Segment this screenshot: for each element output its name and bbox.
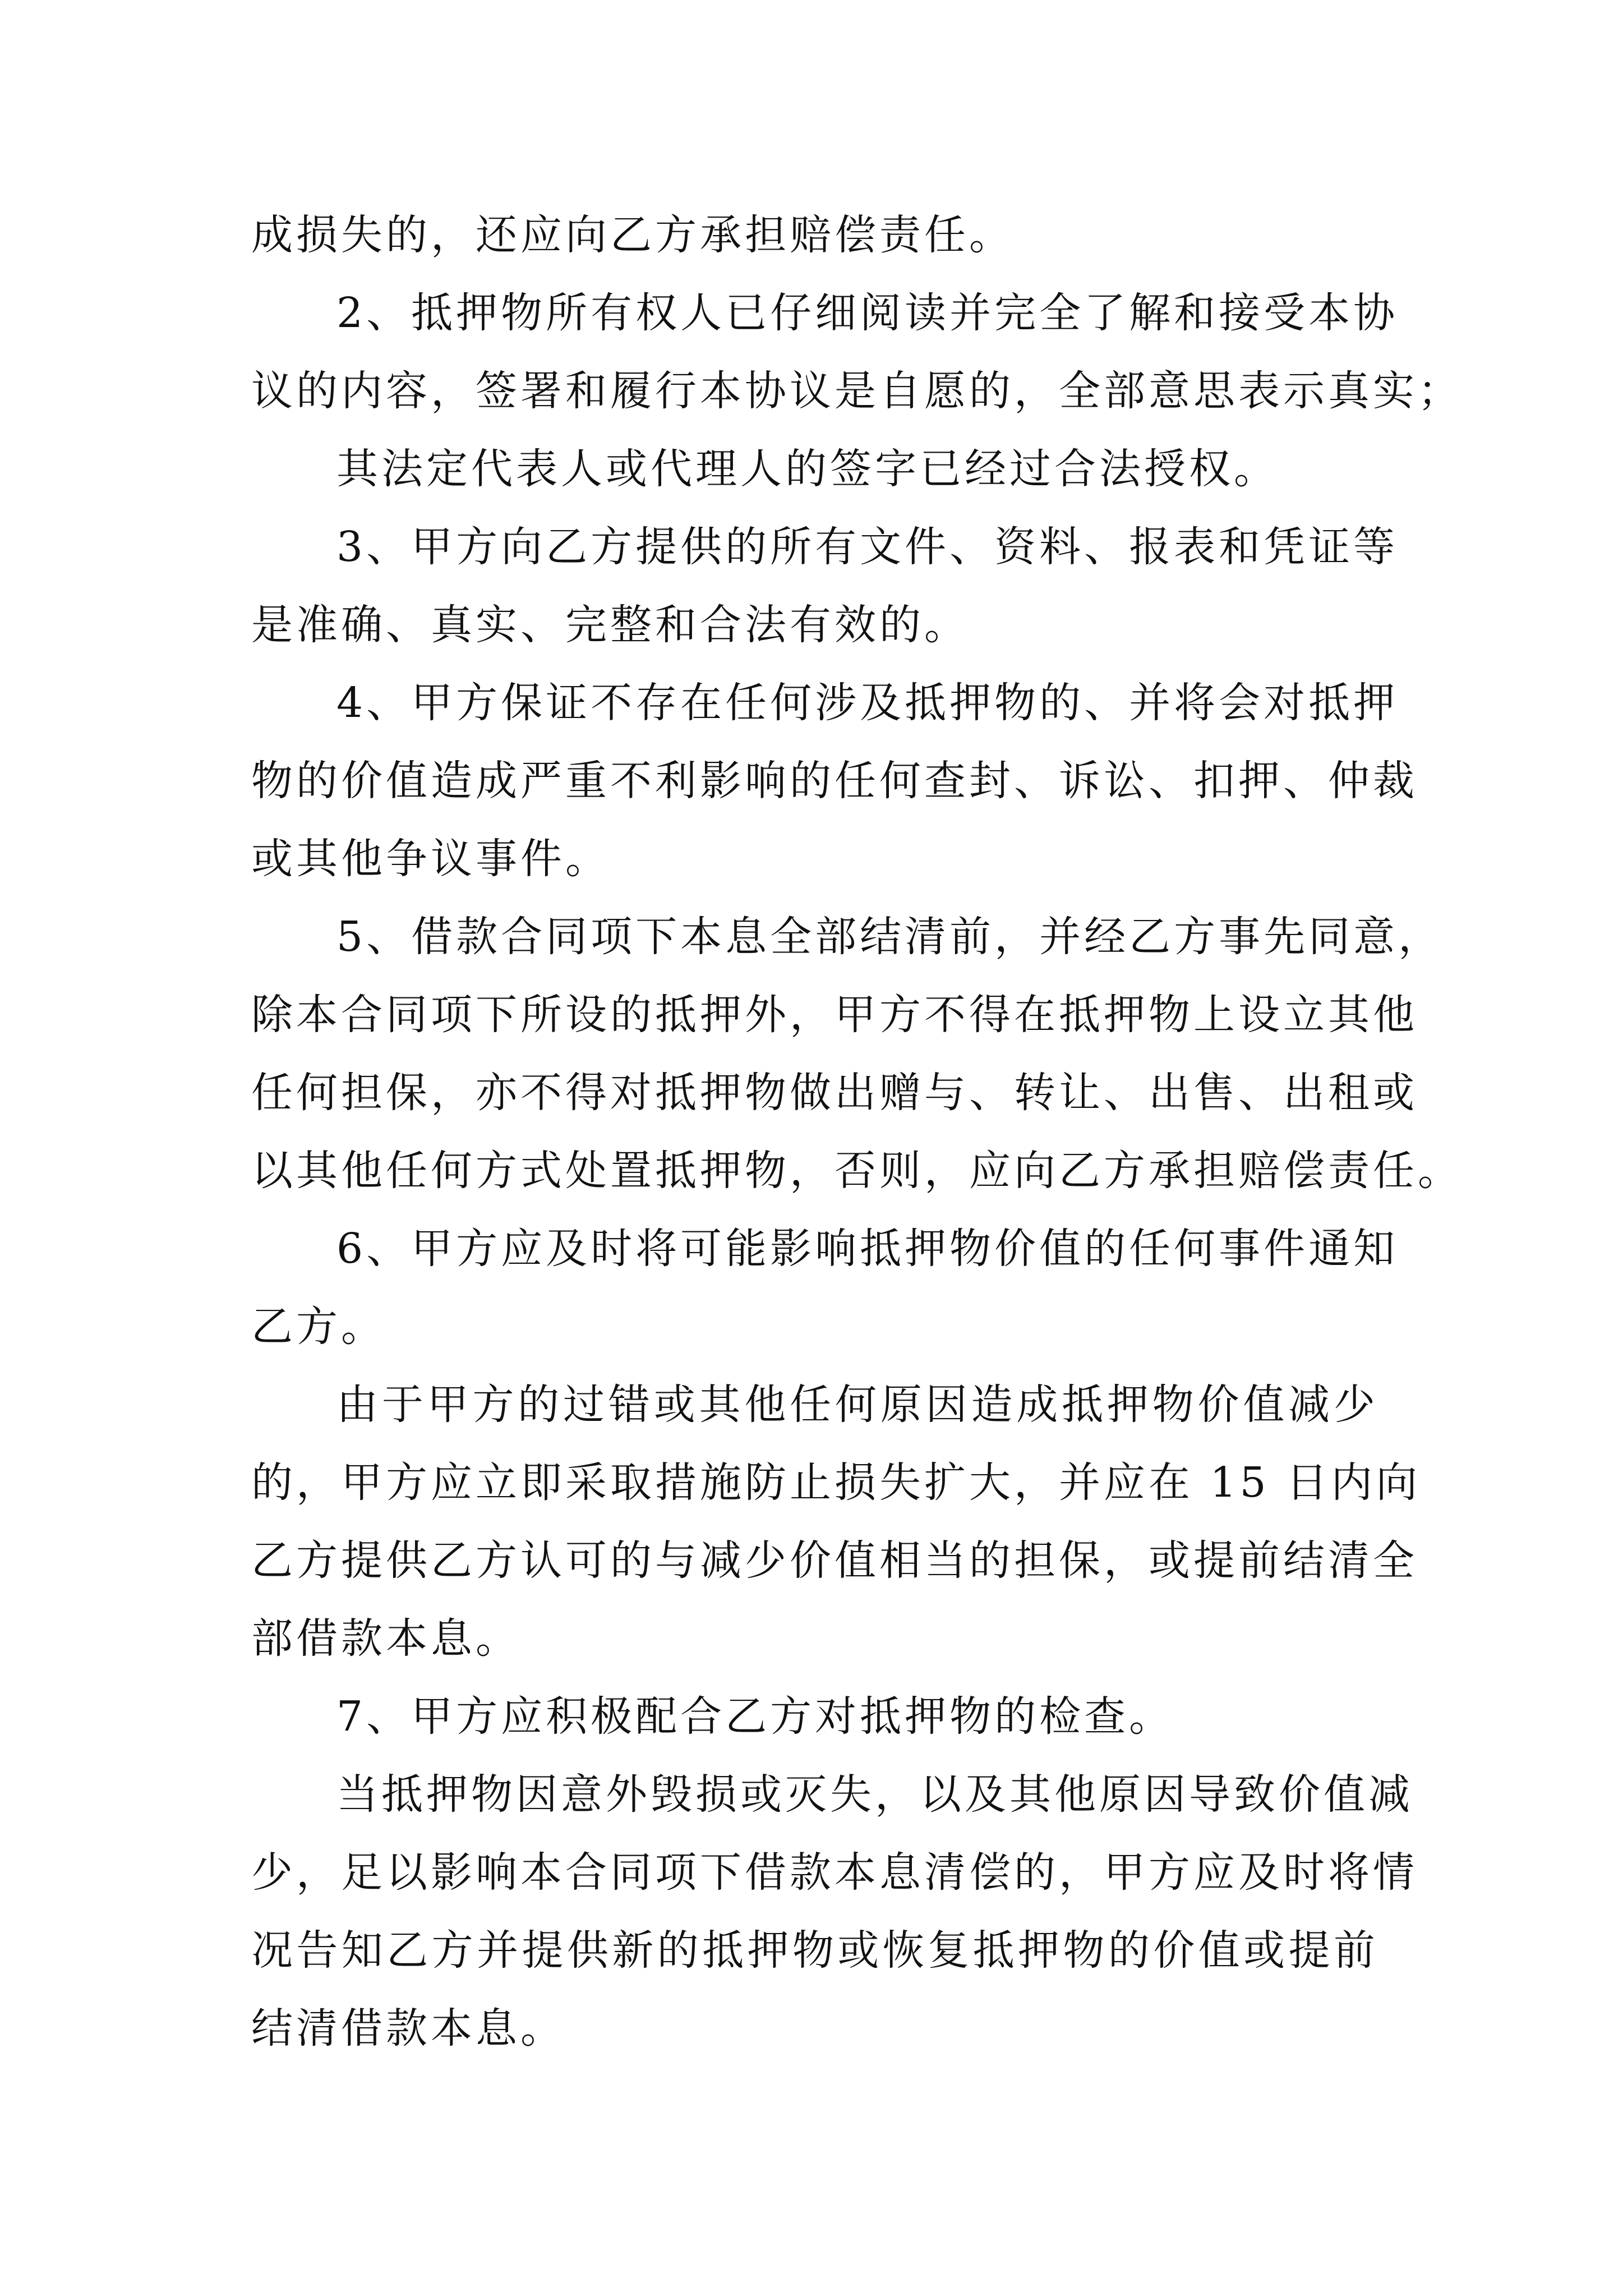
text-line: 少，足以影响本合同项下借款本息清偿的，甲方应及时将情 [251,1848,1418,1897]
text-line: 是准确、真实、完整和合法有效的。 [251,601,969,649]
text-line: 5、借款合同项下本息全部结清前，并经乙方事先同意， [336,913,1444,961]
text-line: 况告知乙方并提供新的抵押物或恢复抵押物的价值或提前 [251,1926,1378,1975]
text-line: 2、抵押物所有权人已仔细阅读并完全了解和接受本协 [336,289,1399,337]
text-line: 物的价值造成严重不利影响的任何查封、诉讼、扣押、仲裁 [251,757,1418,805]
text-line: 乙方。 [251,1303,386,1351]
text-line: 成损失的，还应向乙方承担赔偿责任。 [251,211,1014,259]
contract-text [251,196,1463,2068]
text-line: 以其他任何方式处置抵押物，否则，应向乙方承担赔偿责任。 [251,1147,1463,1195]
text-line: 部借款本息。 [251,1614,520,1663]
text-line: 的，甲方应立即采取措施防止损失扩大，并应在 15 日内向 [251,1458,1421,1507]
text-line: 7、甲方应积极配合乙方对抵押物的检查。 [336,1692,1174,1741]
text-line: 任何担保，亦不得对抵押物做出赠与、转让、出售、出租或 [251,1069,1418,1117]
text-line: 3、甲方向乙方提供的所有文件、资料、报表和凭证等 [336,523,1399,571]
text-line: 由于甲方的过错或其他任何原因造成抵押物价值减少 [336,1381,1378,1429]
text-line: 除本合同项下所设的抵押外，甲方不得在抵押物上设立其他 [251,991,1418,1039]
text-line: 议的内容，签署和履行本协议是自愿的，全部意思表示真实； [251,367,1463,415]
text-line: 乙方提供乙方认可的与减少价值相当的担保，或提前结清全 [251,1536,1418,1585]
text-line: 当抵押物因意外毁损或灭失，以及其他原因导致价值减 [336,1770,1413,1819]
text-line: 其法定代表人或代理人的签字已经过合法授权。 [336,445,1279,493]
text-line: 结清借款本息。 [251,2004,565,2053]
text-line: 6、甲方应及时将可能影响抵押物价值的任何事件通知 [336,1225,1399,1273]
text-line: 4、甲方保证不存在任何涉及抵押物的、并将会对抵押 [336,679,1399,727]
text-line: 或其他争议事件。 [251,835,610,883]
